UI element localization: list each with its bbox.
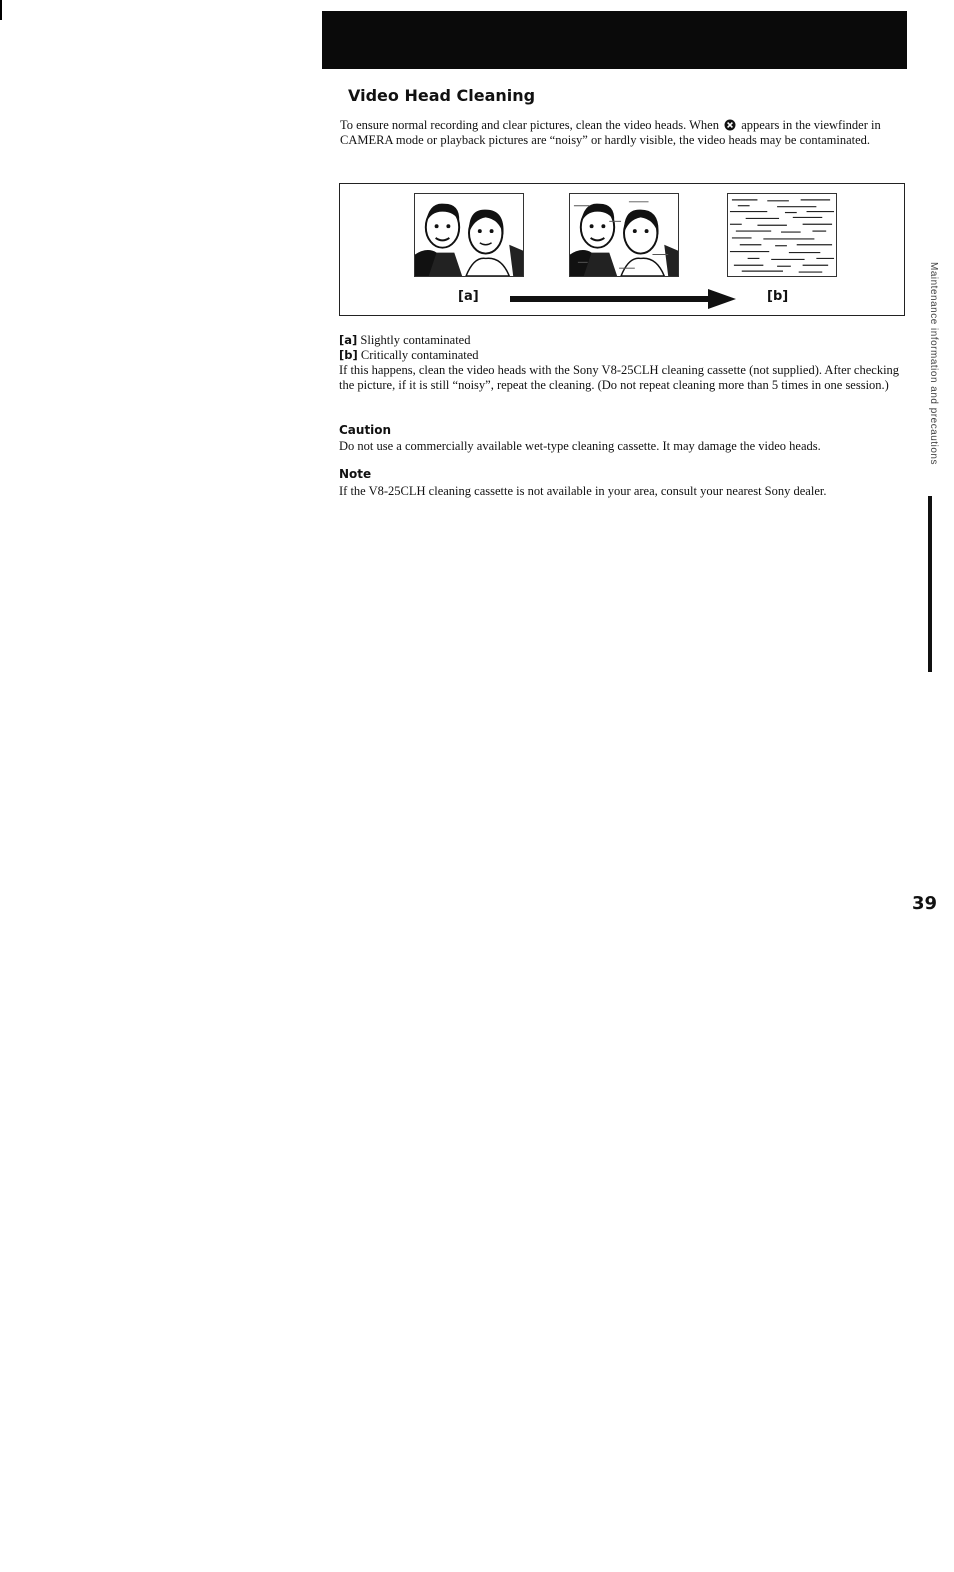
figure-label-b: [b] — [767, 289, 789, 304]
legend-b-text: Critically contaminated — [360, 348, 479, 362]
photo-clear-icon — [414, 193, 524, 277]
figure-label-a: [a] — [458, 289, 479, 304]
intro-text-end: appears in the viewfinder in CAMERA mode or playback pictures are “noisy” or hardly visible, the video heads may be contaminated. — [340, 118, 881, 147]
caution-text: Do not use a commercially available wet-type cleaning cassette. It may damage the video heads. — [339, 439, 821, 453]
photo-slightly-noisy-icon — [569, 193, 679, 277]
arrow-right-icon — [510, 288, 736, 310]
note-text: If the V8-25CLH cleaning cassette is not available in your area, consult your nearest Sony dealer. — [339, 484, 827, 498]
legend-a-text: Slightly contaminated — [360, 333, 471, 347]
legend-b — [339, 348, 907, 363]
photo-noise-icon — [727, 193, 837, 277]
note-heading: Note — [339, 467, 372, 481]
cleaning-instructions: If this happens, clean the video heads with the Sony V8-25CLH cleaning cassette (not supplied). After checking the picture, if it is still “noisy”, repeat the cleaning. (Do not repeat cleaning more than 5 times in one session.) — [339, 363, 900, 392]
legend-a-tag: [a] — [339, 333, 358, 347]
legend-a — [339, 333, 907, 348]
header-bar — [322, 11, 907, 69]
side-tab-text: Maintenance information and precautions — [928, 262, 939, 465]
legend-b-tag: [b] — [339, 348, 358, 362]
intro-text-start: To ensure normal recording and clear pictures, clean the video heads. When — [340, 118, 719, 132]
page-number: 39 — [912, 893, 938, 914]
side-tab-bar — [928, 496, 932, 672]
section-title: Video Head Cleaning — [348, 86, 536, 105]
intro-paragraph — [340, 118, 896, 148]
contamination-figure — [339, 183, 905, 316]
circle-x-icon — [724, 119, 736, 131]
scan-edge-mark — [0, 0, 2, 20]
caution-heading: Caution — [339, 423, 392, 437]
